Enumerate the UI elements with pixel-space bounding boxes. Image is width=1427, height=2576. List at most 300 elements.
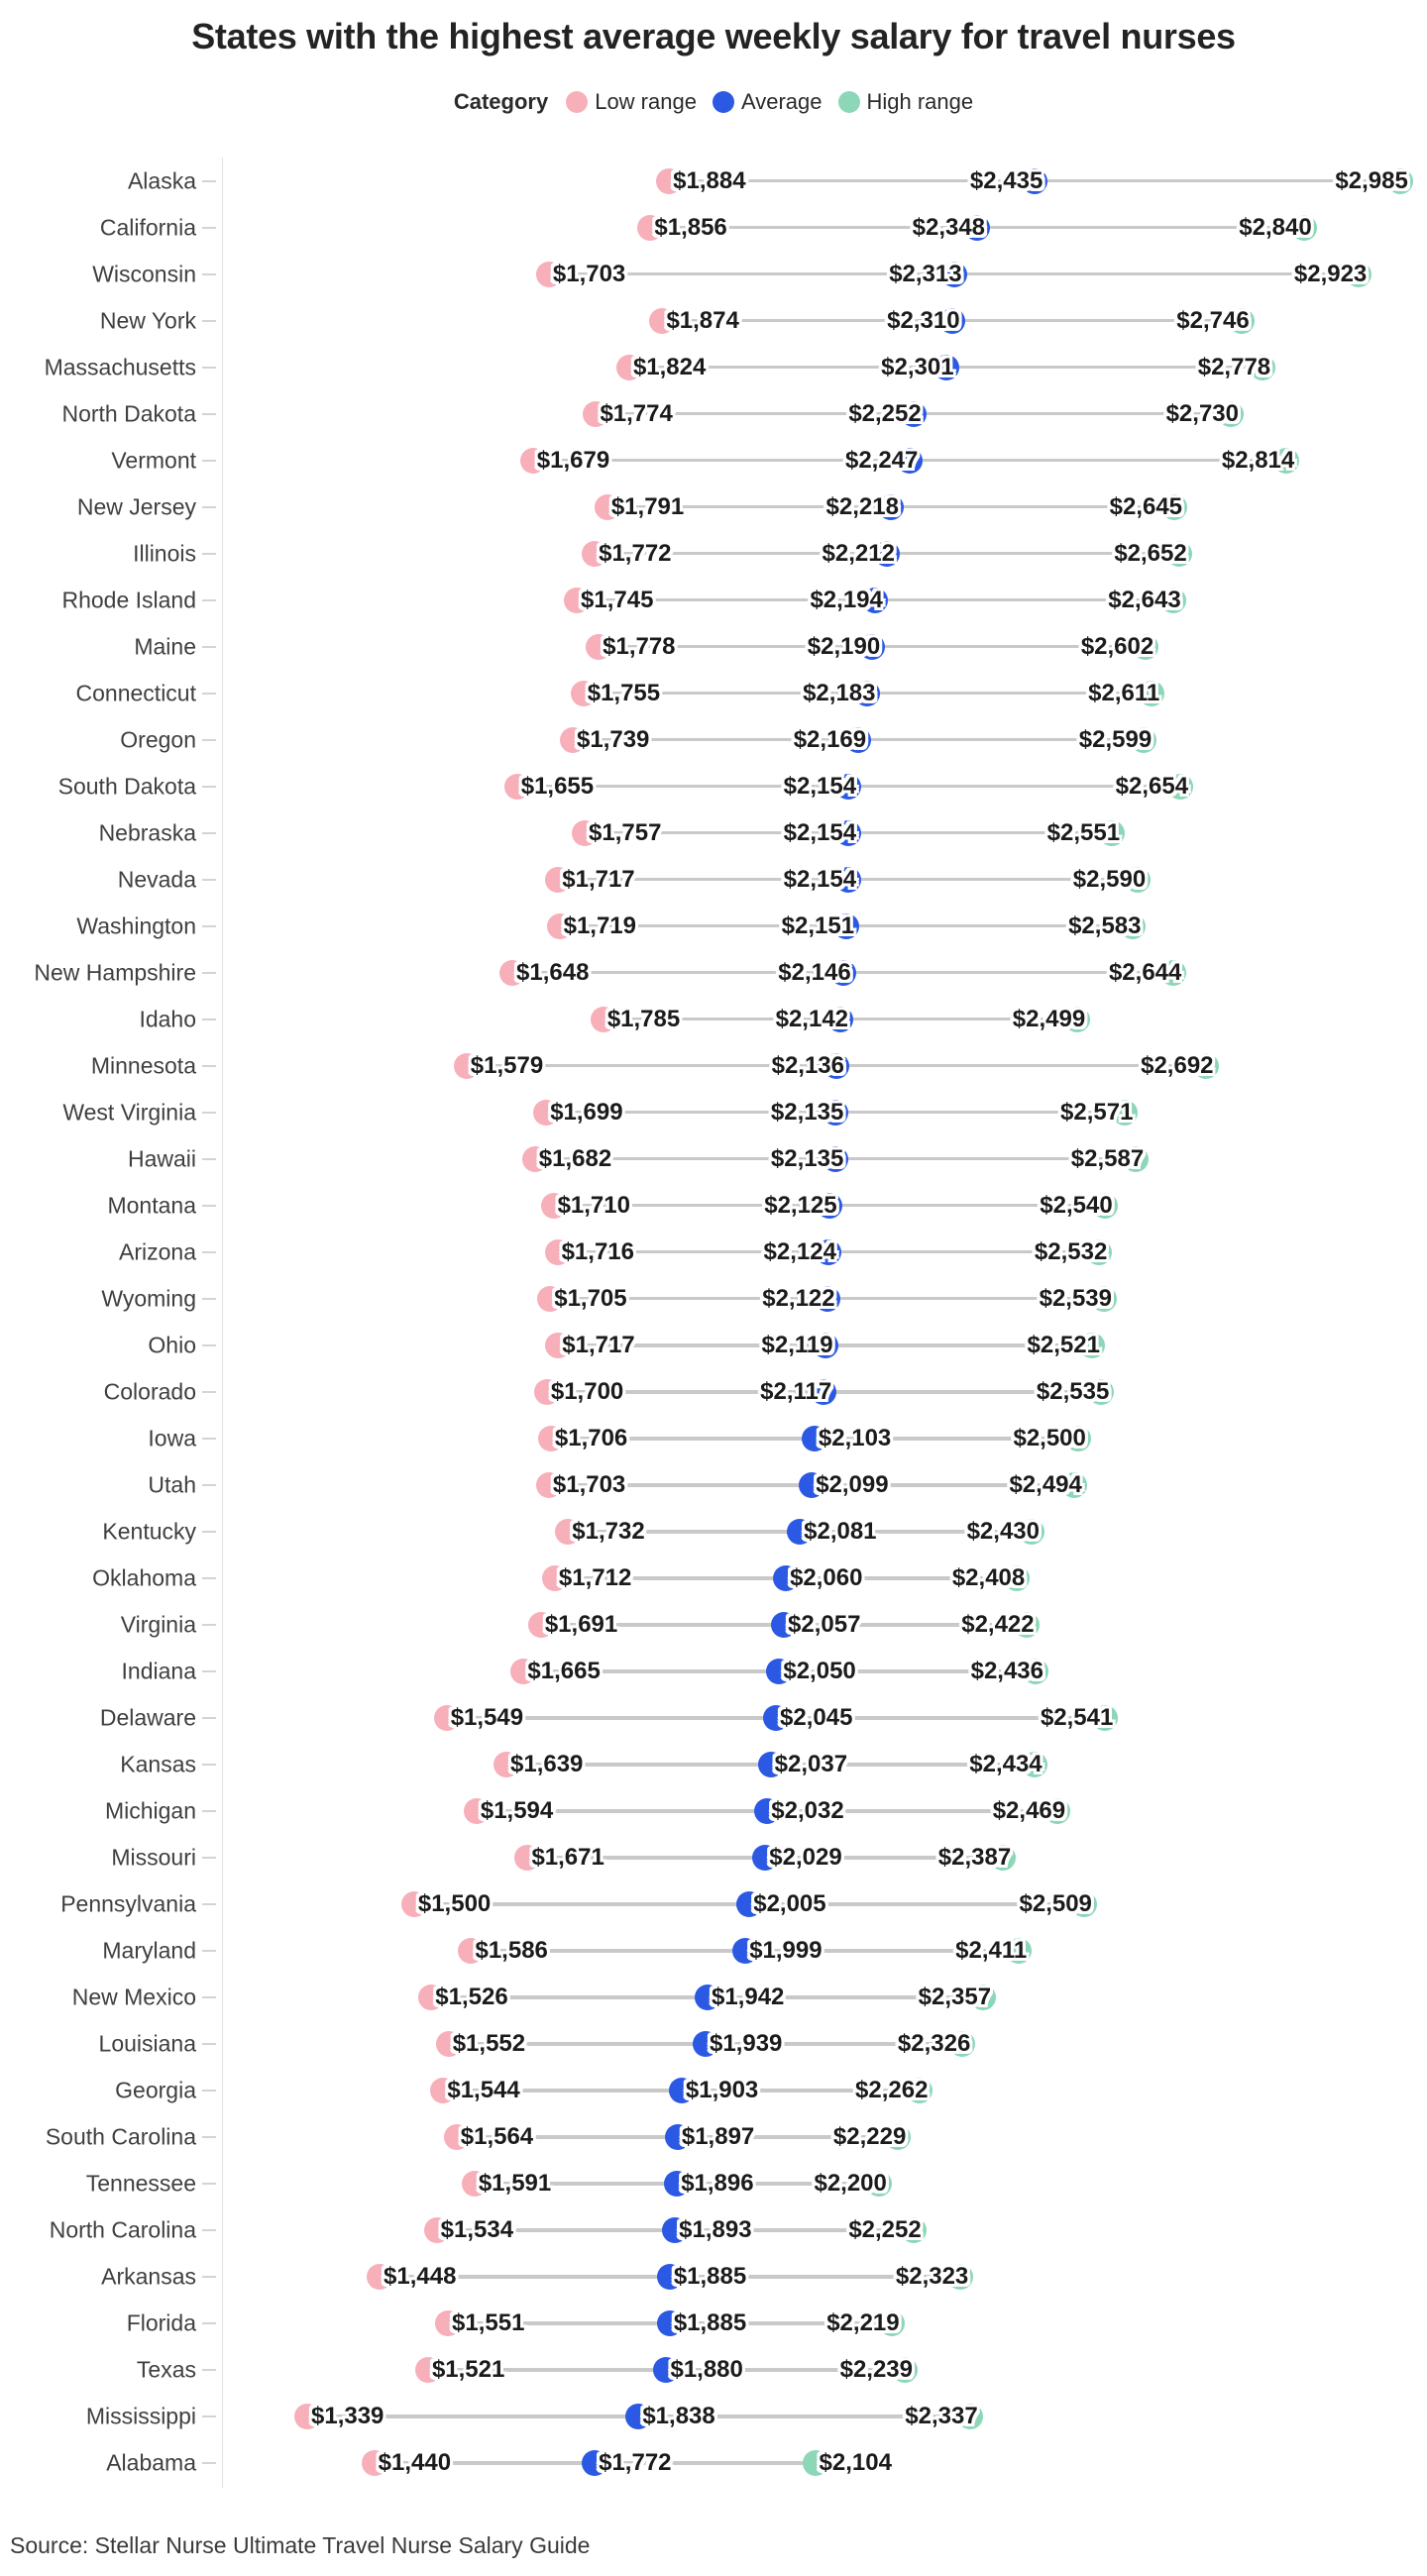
high-range-value-label: $2,644 bbox=[1108, 958, 1182, 986]
state-label: South Dakota bbox=[57, 773, 196, 800]
high-range-value-label: $2,422 bbox=[961, 1611, 1035, 1639]
axis-tick bbox=[202, 1251, 216, 1253]
average-value-label: $2,125 bbox=[764, 1191, 837, 1219]
axis-tick bbox=[202, 367, 216, 369]
low-range-value-label: $1,699 bbox=[550, 1098, 623, 1126]
low-range-value-label: $1,785 bbox=[606, 1005, 681, 1032]
state-row bbox=[0, 716, 1427, 763]
average-value-label: $2,154 bbox=[783, 865, 857, 893]
axis-tick bbox=[202, 2229, 216, 2231]
axis-tick bbox=[202, 646, 216, 648]
low-range-value-label: $1,448 bbox=[384, 2263, 457, 2291]
high-range-value-label: $2,746 bbox=[1176, 306, 1250, 334]
state-row bbox=[0, 1509, 1427, 1556]
axis-tick bbox=[202, 2183, 216, 2185]
low-range-value-label: $1,778 bbox=[603, 632, 676, 660]
average-value-label: $1,896 bbox=[681, 2170, 754, 2198]
low-range-value-label: $1,500 bbox=[417, 1890, 492, 1918]
average-value-label: $2,124 bbox=[763, 1237, 836, 1265]
low-range-value-label: $1,710 bbox=[557, 1191, 630, 1219]
low-range-value-label: $1,521 bbox=[431, 2356, 505, 2384]
legend-item-label: Low range bbox=[595, 89, 697, 114]
average-value-label: $2,135 bbox=[770, 1144, 844, 1172]
state-label: Michigan bbox=[104, 1797, 196, 1824]
state-row bbox=[0, 1462, 1427, 1509]
state-label: New Mexico bbox=[71, 1984, 196, 2010]
axis-tick bbox=[202, 1903, 216, 1905]
average-value-label: $2,050 bbox=[783, 1658, 856, 1685]
axis-tick bbox=[202, 1764, 216, 1766]
axis-tick bbox=[202, 227, 216, 229]
dumbbell-chart bbox=[0, 158, 1427, 2488]
state-row bbox=[0, 903, 1427, 949]
legend bbox=[0, 89, 1427, 115]
high-range-value-label: $2,357 bbox=[918, 1984, 992, 2011]
state-label: Missouri bbox=[111, 1844, 196, 1871]
low-range-value-label: $1,745 bbox=[581, 586, 654, 613]
low-range-value-label: $1,716 bbox=[561, 1237, 634, 1265]
low-range-value-label: $1,665 bbox=[527, 1658, 601, 1685]
high-range-value-label: $2,587 bbox=[1070, 1144, 1145, 1172]
axis-tick bbox=[202, 832, 216, 834]
state-row bbox=[0, 297, 1427, 344]
axis-tick bbox=[202, 320, 216, 322]
state-label: Minnesota bbox=[90, 1052, 196, 1079]
axis-tick bbox=[202, 2462, 216, 2464]
axis-tick bbox=[202, 879, 216, 881]
state-label: Connecticut bbox=[75, 680, 196, 706]
low-range-value-label: $1,739 bbox=[577, 725, 650, 753]
state-row bbox=[0, 1323, 1427, 1369]
state-label: New York bbox=[99, 307, 196, 334]
state-row bbox=[0, 1975, 1427, 2021]
average-value-label: $2,154 bbox=[783, 772, 857, 800]
low-range-value-label: $1,544 bbox=[447, 2077, 520, 2104]
low-range-value-label: $1,700 bbox=[550, 1378, 624, 1406]
average-value-label: $2,122 bbox=[762, 1284, 835, 1312]
state-label: Wisconsin bbox=[92, 261, 196, 287]
state-label: Georgia bbox=[115, 2077, 196, 2103]
high-range-value-label: $2,814 bbox=[1221, 446, 1295, 474]
average-value-label: $2,247 bbox=[844, 446, 919, 474]
average-value-label: $2,081 bbox=[804, 1518, 877, 1546]
legend-item-label: Average bbox=[740, 89, 823, 114]
average-value-label: $1,903 bbox=[685, 2077, 759, 2104]
state-row bbox=[0, 1229, 1427, 1275]
high-range-value-label: $2,541 bbox=[1040, 1704, 1114, 1732]
average-value-label: $2,169 bbox=[793, 725, 867, 753]
state-row bbox=[0, 2301, 1427, 2347]
high-range-value-label: $2,602 bbox=[1080, 632, 1154, 660]
state-label: North Dakota bbox=[61, 400, 196, 427]
average-value-label: $2,005 bbox=[753, 1890, 826, 1918]
average-value-label: $2,045 bbox=[780, 1704, 853, 1732]
state-row bbox=[0, 856, 1427, 903]
high-range-value-label: $2,778 bbox=[1197, 353, 1271, 380]
axis-tick bbox=[202, 1577, 216, 1579]
state-label: Virginia bbox=[120, 1611, 196, 1638]
state-row bbox=[0, 2114, 1427, 2161]
average-value-label: $1,942 bbox=[712, 1984, 785, 2011]
state-row bbox=[0, 809, 1427, 856]
state-row bbox=[0, 2161, 1427, 2207]
low-range-value-label: $1,564 bbox=[460, 2123, 534, 2151]
state-row bbox=[0, 1089, 1427, 1135]
axis-tick bbox=[202, 1531, 216, 1533]
state-label: West Virginia bbox=[62, 1099, 196, 1126]
state-row bbox=[0, 1695, 1427, 1742]
axis-tick bbox=[202, 925, 216, 927]
axis-tick bbox=[202, 1857, 216, 1859]
high-range-value-label: $2,239 bbox=[839, 2356, 913, 2384]
state-label: Mississippi bbox=[85, 2403, 196, 2429]
state-label: South Carolina bbox=[45, 2123, 196, 2150]
legend-item-average bbox=[713, 89, 823, 115]
state-row bbox=[0, 158, 1427, 204]
average-value-label: $2,037 bbox=[774, 1751, 848, 1778]
axis-tick bbox=[202, 180, 216, 182]
low-range-value-label: $1,774 bbox=[600, 399, 673, 427]
high-range-value-label: $2,652 bbox=[1114, 539, 1187, 567]
high-range-value-label: $2,611 bbox=[1088, 679, 1160, 706]
low-range-value-label: $1,717 bbox=[562, 1332, 635, 1358]
state-label: Montana bbox=[107, 1192, 196, 1219]
low-range-value-label: $1,874 bbox=[666, 306, 739, 334]
low-range-value-label: $1,639 bbox=[510, 1751, 584, 1778]
state-label: Arkansas bbox=[101, 2263, 196, 2290]
state-label: Utah bbox=[148, 1471, 196, 1498]
state-row bbox=[0, 2068, 1427, 2114]
state-label: Ohio bbox=[148, 1332, 196, 1358]
low-range-value-label: $1,703 bbox=[552, 260, 626, 287]
average-value-label: $1,897 bbox=[681, 2123, 755, 2151]
state-row bbox=[0, 1556, 1427, 1602]
state-label: Alabama bbox=[106, 2449, 196, 2476]
average-value-label: $2,212 bbox=[822, 539, 895, 567]
axis-tick bbox=[202, 2276, 216, 2278]
average-value-label: $1,880 bbox=[670, 2356, 743, 2384]
state-row bbox=[0, 763, 1427, 809]
high-range-value-label: $2,434 bbox=[969, 1751, 1043, 1778]
high-range-value-label: $2,500 bbox=[1013, 1425, 1086, 1452]
low-range-value-label: $1,856 bbox=[654, 213, 727, 241]
state-label: Tennessee bbox=[85, 2170, 196, 2197]
axis-tick bbox=[202, 1019, 216, 1020]
state-label: Kansas bbox=[120, 1751, 196, 1777]
axis-tick bbox=[202, 1670, 216, 1672]
high-range-value-label: $2,654 bbox=[1115, 772, 1189, 800]
state-label: Washington bbox=[76, 912, 196, 939]
axis-tick bbox=[202, 599, 216, 601]
low-range-value-label: $1,534 bbox=[440, 2216, 514, 2244]
average-value-label: $1,838 bbox=[642, 2403, 715, 2430]
state-row bbox=[0, 204, 1427, 251]
state-label: Kentucky bbox=[102, 1518, 196, 1545]
average-value-label: $2,348 bbox=[912, 213, 986, 241]
state-row bbox=[0, 670, 1427, 716]
average-value-label: $2,057 bbox=[788, 1611, 861, 1639]
source-note: Source: Stellar Nurse Ultimate Travel Nurse Salary Guide bbox=[10, 2532, 591, 2558]
high-range-value-label: $2,229 bbox=[832, 2123, 907, 2151]
average-value-label: $1,885 bbox=[673, 2309, 747, 2337]
state-row bbox=[0, 996, 1427, 1042]
high-range-value-label: $2,840 bbox=[1239, 213, 1312, 241]
low-range-value-label: $1,706 bbox=[554, 1425, 628, 1452]
state-label: Nevada bbox=[117, 866, 196, 893]
average-value-label: $2,252 bbox=[848, 399, 922, 427]
average-value-label: $2,183 bbox=[803, 679, 876, 706]
low-range-value-label: $1,594 bbox=[480, 1797, 554, 1825]
high-range-value-label: $2,430 bbox=[966, 1518, 1040, 1546]
legend-item-low-range bbox=[566, 89, 697, 115]
state-label: Florida bbox=[126, 2309, 196, 2336]
state-row bbox=[0, 251, 1427, 297]
low-range-value-label: $1,655 bbox=[520, 772, 595, 800]
low-range-value-label: $1,440 bbox=[378, 2449, 452, 2477]
average-value-label: $1,939 bbox=[710, 2030, 783, 2058]
high-range-value-label: $2,540 bbox=[1040, 1191, 1113, 1219]
average-value-label: $2,190 bbox=[807, 632, 881, 660]
state-label: Delaware bbox=[99, 1704, 196, 1731]
axis-tick bbox=[202, 2322, 216, 2324]
low-range-value-label: $1,712 bbox=[558, 1564, 632, 1592]
legend-swatch-low-range-icon bbox=[566, 91, 588, 113]
axis-tick bbox=[202, 1298, 216, 1300]
high-range-value-label: $2,509 bbox=[1019, 1890, 1092, 1918]
axis-tick bbox=[202, 1624, 216, 1626]
average-value-label: $2,099 bbox=[816, 1471, 889, 1499]
high-range-value-label: $2,252 bbox=[848, 2216, 922, 2244]
state-row bbox=[0, 1649, 1427, 1695]
high-range-value-label: $2,730 bbox=[1165, 399, 1239, 427]
state-label: Iowa bbox=[148, 1425, 196, 1451]
low-range-value-label: $1,339 bbox=[311, 2403, 384, 2430]
state-label: Indiana bbox=[121, 1658, 196, 1684]
state-label: Nebraska bbox=[98, 819, 196, 846]
high-range-value-label: $2,692 bbox=[1141, 1051, 1214, 1079]
low-range-value-label: $1,648 bbox=[516, 958, 590, 986]
state-label: Maine bbox=[134, 633, 196, 660]
low-range-value-label: $1,884 bbox=[673, 166, 746, 194]
axis-tick bbox=[202, 739, 216, 741]
state-row bbox=[0, 2440, 1427, 2487]
state-label: Hawaii bbox=[127, 1145, 196, 1172]
axis-tick bbox=[202, 1158, 216, 1160]
axis-tick bbox=[202, 553, 216, 555]
state-row bbox=[0, 1788, 1427, 1835]
high-range-value-label: $2,387 bbox=[937, 1844, 1012, 1872]
state-label: Texas bbox=[136, 2356, 196, 2383]
average-value-label: $2,032 bbox=[771, 1797, 844, 1825]
state-row bbox=[0, 390, 1427, 437]
high-range-value-label: $2,219 bbox=[826, 2309, 900, 2337]
low-range-value-label: $1,719 bbox=[563, 912, 636, 939]
axis-tick bbox=[202, 413, 216, 415]
state-label: North Carolina bbox=[49, 2216, 196, 2243]
state-row bbox=[0, 2347, 1427, 2394]
high-range-value-label: $2,411 bbox=[955, 1937, 1028, 1965]
state-label: Arizona bbox=[119, 1238, 196, 1265]
high-range-value-label: $2,408 bbox=[951, 1564, 1026, 1592]
high-range-value-label: $2,436 bbox=[970, 1658, 1043, 1685]
state-row bbox=[0, 1416, 1427, 1462]
state-row bbox=[0, 2254, 1427, 2301]
low-range-value-label: $1,691 bbox=[544, 1611, 618, 1639]
low-range-value-label: $1,682 bbox=[538, 1144, 612, 1172]
high-range-value-label: $2,494 bbox=[1009, 1471, 1082, 1499]
high-range-value-label: $2,539 bbox=[1039, 1284, 1112, 1312]
state-row bbox=[0, 1042, 1427, 1089]
state-label: Colorado bbox=[103, 1378, 196, 1405]
low-range-value-label: $1,551 bbox=[452, 2309, 525, 2337]
legend-category-label: Category bbox=[453, 89, 549, 114]
legend-item-high-range bbox=[838, 89, 974, 115]
state-label: Oregon bbox=[120, 726, 196, 753]
axis-tick bbox=[202, 273, 216, 275]
low-range-value-label: $1,757 bbox=[589, 818, 662, 846]
high-range-value-label: $2,551 bbox=[1046, 818, 1121, 846]
low-range-value-label: $1,791 bbox=[610, 492, 685, 520]
state-label: Idaho bbox=[139, 1006, 196, 1032]
axis-tick bbox=[202, 1717, 216, 1719]
axis-tick bbox=[202, 1810, 216, 1812]
state-label: Alaska bbox=[127, 167, 196, 193]
average-value-label: $2,154 bbox=[783, 818, 857, 846]
legend-swatch-average-icon bbox=[713, 91, 734, 113]
axis-tick bbox=[202, 1344, 216, 1346]
high-range-value-label: $2,521 bbox=[1027, 1332, 1100, 1358]
average-value-label: $2,218 bbox=[825, 492, 899, 520]
high-range-value-label: $2,499 bbox=[1012, 1005, 1086, 1032]
high-range-value-label: $2,326 bbox=[897, 2030, 971, 2058]
state-label: Rhode Island bbox=[61, 587, 196, 613]
average-value-label: $2,135 bbox=[770, 1098, 844, 1126]
state-label: Vermont bbox=[111, 447, 196, 474]
low-range-value-label: $1,755 bbox=[587, 679, 661, 706]
average-value-label: $2,435 bbox=[969, 166, 1043, 194]
state-row bbox=[0, 577, 1427, 623]
state-row bbox=[0, 1135, 1427, 1182]
axis-tick bbox=[202, 1205, 216, 1207]
low-range-value-label: $1,772 bbox=[599, 539, 672, 567]
high-range-value-label: $2,200 bbox=[814, 2170, 887, 2198]
low-range-value-label: $1,526 bbox=[435, 1984, 508, 2011]
average-value-label: $1,885 bbox=[673, 2263, 747, 2291]
average-value-label: $2,029 bbox=[769, 1844, 842, 1872]
state-row bbox=[0, 2021, 1427, 2068]
low-range-value-label: $1,591 bbox=[478, 2170, 552, 2198]
average-value-label: $2,313 bbox=[889, 260, 962, 287]
average-value-label: $2,117 bbox=[760, 1378, 832, 1406]
low-range-value-label: $1,703 bbox=[552, 1471, 626, 1499]
state-row bbox=[0, 1182, 1427, 1229]
high-range-value-label: $2,532 bbox=[1034, 1237, 1108, 1265]
average-value-label: $2,142 bbox=[775, 1005, 849, 1032]
state-label: Pennsylvania bbox=[60, 1890, 196, 1917]
high-range-value-label: $2,323 bbox=[895, 2263, 969, 2291]
low-range-value-label: $1,549 bbox=[450, 1704, 524, 1732]
high-range-value-label: $2,643 bbox=[1108, 586, 1181, 613]
state-row bbox=[0, 530, 1427, 577]
axis-tick bbox=[202, 972, 216, 974]
average-value-label: $2,119 bbox=[761, 1332, 833, 1358]
legend-item-label: High range bbox=[866, 89, 974, 114]
state-row bbox=[0, 483, 1427, 530]
high-range-value-label: $2,985 bbox=[1335, 166, 1408, 194]
axis-tick bbox=[202, 2369, 216, 2371]
high-range-value-label: $2,262 bbox=[855, 2077, 929, 2104]
state-row bbox=[0, 1835, 1427, 1881]
state-row bbox=[0, 1369, 1427, 1416]
axis-tick bbox=[202, 460, 216, 462]
high-range-value-label: $2,923 bbox=[1293, 260, 1368, 287]
average-value-label: $2,060 bbox=[790, 1564, 863, 1592]
axis-tick bbox=[202, 506, 216, 508]
axis-tick bbox=[202, 2415, 216, 2417]
state-row bbox=[0, 344, 1427, 390]
average-value-label: $2,103 bbox=[818, 1425, 892, 1452]
average-value-label: $2,151 bbox=[781, 912, 855, 939]
axis-tick bbox=[202, 2043, 216, 2045]
high-range-value-label: $2,535 bbox=[1036, 1378, 1110, 1406]
low-range-value-label: $1,671 bbox=[531, 1844, 604, 1872]
state-label: Oklahoma bbox=[92, 1564, 196, 1591]
high-range-value-label: $2,645 bbox=[1109, 492, 1183, 520]
axis-tick bbox=[202, 786, 216, 788]
state-label: Illinois bbox=[133, 540, 196, 567]
low-range-value-label: $1,679 bbox=[536, 446, 610, 474]
state-row bbox=[0, 1928, 1427, 1975]
state-label: Maryland bbox=[102, 1937, 196, 1964]
state-row bbox=[0, 437, 1427, 483]
axis-tick bbox=[202, 1112, 216, 1114]
high-range-value-label: $2,469 bbox=[992, 1797, 1066, 1825]
state-row bbox=[0, 1742, 1427, 1788]
state-label: California bbox=[99, 214, 196, 241]
low-range-value-label: $1,824 bbox=[632, 353, 707, 380]
average-value-label: $2,310 bbox=[887, 306, 960, 334]
state-label: Massachusetts bbox=[44, 354, 196, 380]
low-range-value-label: $1,705 bbox=[554, 1284, 627, 1312]
high-range-value-label: $2,599 bbox=[1078, 725, 1153, 753]
average-value-label: $1,999 bbox=[749, 1937, 823, 1965]
axis-tick bbox=[202, 1065, 216, 1067]
state-label: New Jersey bbox=[76, 493, 196, 520]
axis-tick bbox=[202, 1484, 216, 1486]
state-row bbox=[0, 1602, 1427, 1649]
average-value-label: $1,893 bbox=[679, 2216, 752, 2244]
axis-tick bbox=[202, 1438, 216, 1440]
state-label: Wyoming bbox=[101, 1285, 196, 1312]
average-value-label: $1,772 bbox=[599, 2449, 672, 2477]
average-value-label: $2,301 bbox=[881, 353, 954, 380]
average-value-label: $2,146 bbox=[778, 958, 851, 986]
state-row bbox=[0, 2207, 1427, 2254]
axis-tick bbox=[202, 2090, 216, 2092]
state-label: New Hampshire bbox=[34, 959, 196, 986]
axis-tick bbox=[202, 1391, 216, 1393]
low-range-value-label: $1,586 bbox=[475, 1937, 548, 1965]
state-row bbox=[0, 1275, 1427, 1322]
high-range-value-label: $2,337 bbox=[905, 2403, 978, 2430]
high-range-value-label: $2,590 bbox=[1072, 865, 1147, 893]
low-range-value-label: $1,732 bbox=[572, 1518, 645, 1546]
low-range-value-label: $1,552 bbox=[452, 2030, 526, 2058]
axis-tick bbox=[202, 2136, 216, 2138]
low-range-value-label: $1,717 bbox=[562, 865, 635, 893]
state-row bbox=[0, 623, 1427, 670]
page-title: States with the highest average weekly salary for travel nurses bbox=[191, 16, 1236, 56]
